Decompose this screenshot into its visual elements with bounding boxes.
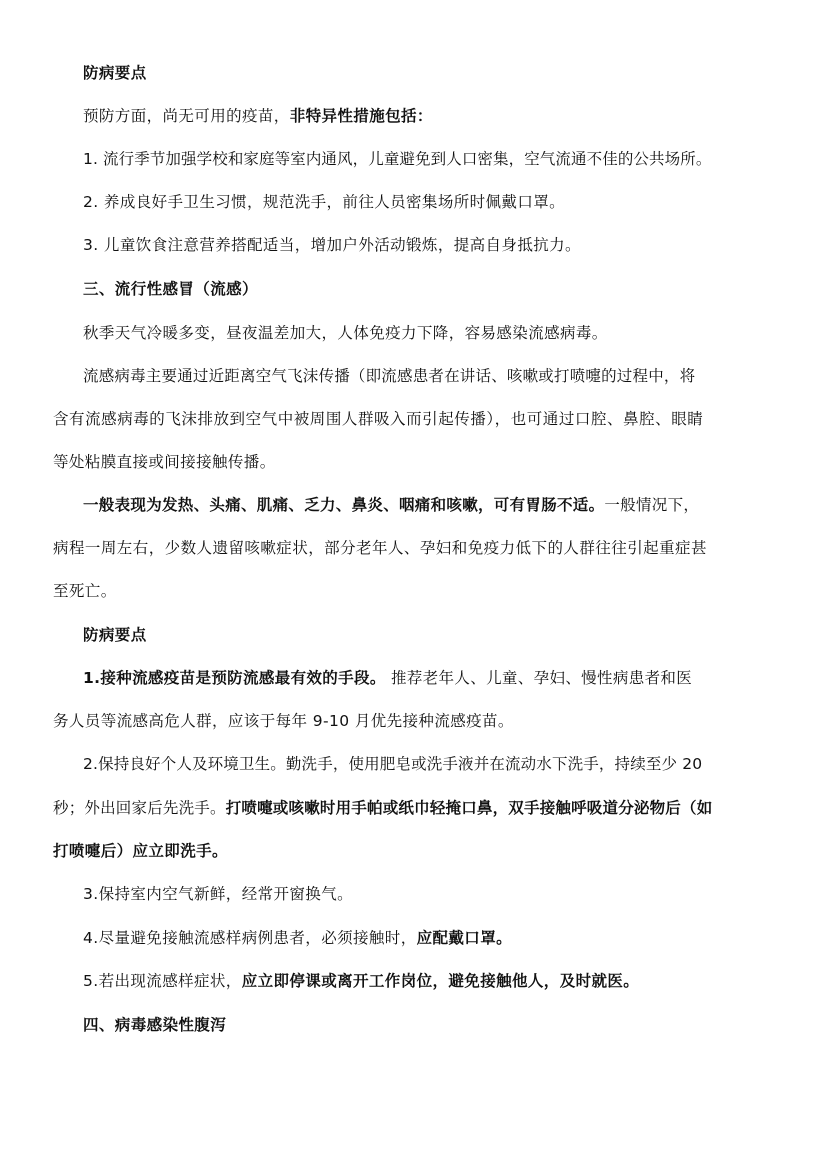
flu-symptoms-line-2: 病程一周左右，少数人遗留咳嗽症状，部分老年人、孕妇和免疫力低下的人群往往引起重症甚: [53, 539, 707, 557]
flu-paragraph-2-line-1: 流感病毒主要通过近距离空气飞沫传播（即流感患者在讲话、咳嗽或打喷嚏的过程中，将: [83, 367, 696, 385]
hygiene-item-line-1: 2.保持良好个人及环境卫生。勤洗手，使用肥皂或洗手液并在流动水下洗手，持续至少 20: [83, 755, 703, 773]
flu-heading: 三、流行性感冒（流感）: [83, 280, 258, 298]
flu-symptoms-plain: 一般情况下，: [604, 496, 700, 514]
diarrhea-heading: 四、病毒感染性腹泻: [83, 1016, 227, 1034]
hygiene-item-bold: 打喷嚏或咳嗽时用手帕或纸巾轻掩口鼻，双手接触呼吸道分泌物后（如: [225, 799, 713, 817]
avoid-contact-plain: 4.尽量避免接触流感样病例患者，必须接触时，: [83, 929, 417, 947]
prevention-heading-1: 防病要点: [83, 64, 147, 82]
avoid-contact-item: [83, 926, 783, 950]
prevention-heading-2: 防病要点: [83, 626, 147, 644]
avoid-contact-bold: 应配戴口罩。: [416, 929, 512, 947]
ventilation-item: 3.保持室内空气新鲜，经常开窗换气。: [83, 885, 353, 903]
vaccine-item-line-1: [83, 666, 783, 690]
prevention-item-2: 2. 养成良好手卫生习惯，规范洗手，前往人员密集场所时佩戴口罩。: [83, 193, 566, 211]
flu-paragraph-2-line-2: 含有流感病毒的飞沫排放到空气中被周围人群吸入而引起传播），也可通过口腔、鼻腔、眼睛: [53, 410, 704, 428]
prevention-intro-plain: 预防方面，尚无可用的疫苗，: [83, 107, 290, 125]
vaccine-item-bold: 1.接种流感疫苗是预防流感最有效的手段。: [83, 669, 386, 687]
vaccine-item-line-2: 务人员等流感高危人群，应该于每年 9-10 月优先接种流感疫苗。: [53, 712, 514, 730]
prevention-item-3: 3. 儿童饮食注意营养搭配适当，增加户外活动锻炼，提高自身抵抗力。: [83, 236, 581, 254]
prevention-intro-bold: 非特异性措施包括：: [289, 107, 433, 125]
prevention-intro: [83, 104, 783, 128]
flu-paragraph-2-line-3: 等处粘膜直接或间接接触传播。: [53, 453, 276, 471]
hygiene-item-line-3: 打喷嚏后）应立即洗手。: [53, 842, 228, 860]
symptoms-action-item: [83, 969, 783, 993]
flu-symptoms-line-3: 至死亡。: [53, 582, 117, 600]
vaccine-item-plain: 推荐老年人、儿童、孕妇、慢性病患者和医: [385, 669, 693, 687]
flu-paragraph-1: 秋季天气冷暖多变，昼夜温差加大，人体免疫力下降，容易感染流感病毒。: [83, 324, 608, 342]
flu-symptoms-bold: 一般表现为发热、头痛、肌痛、乏力、鼻炎、咽痛和咳嗽，可有胃肠不适。: [83, 496, 605, 514]
hygiene-item-plain: 秒；外出回家后先洗手。: [53, 799, 226, 817]
flu-symptoms-line-1: [83, 493, 783, 517]
prevention-item-1: 1. 流行季节加强学校和家庭等室内通风，儿童避免到人口密集，空气流通不佳的公共场所。: [83, 150, 712, 168]
symptoms-action-bold: 应立即停课或离开工作岗位，避免接触他人，及时就医。: [241, 972, 640, 990]
hygiene-item-line-2: [53, 796, 753, 820]
symptoms-action-plain: 5.若出现流感样症状，: [83, 972, 242, 990]
